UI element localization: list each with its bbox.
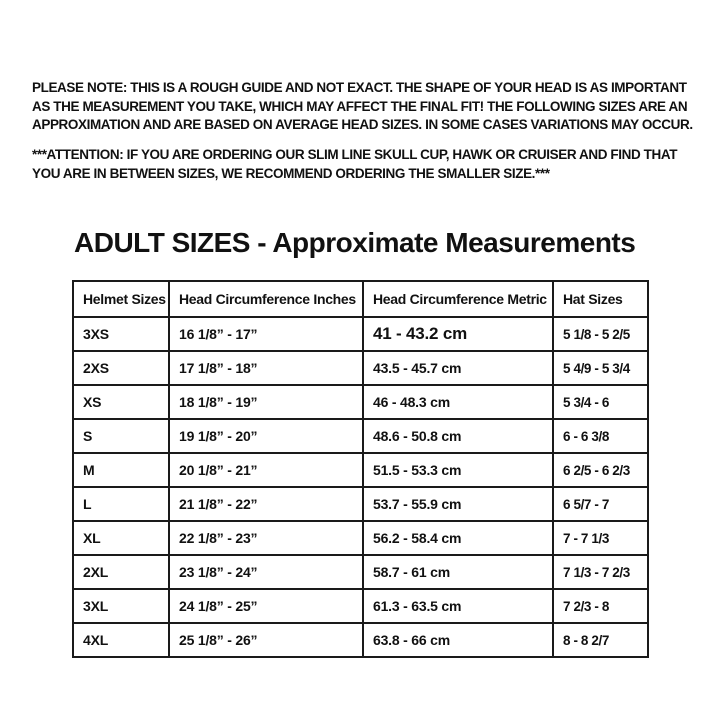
table-header: [73, 281, 648, 317]
hat-size-cell: 5 4/9 - 5 3/4: [553, 351, 648, 385]
inches-cell: 21 1/8” - 22”: [169, 487, 363, 521]
metric-cell: 63.8 - 66 cm: [363, 623, 553, 657]
metric-cell: 53.7 - 55.9 cm: [363, 487, 553, 521]
helmet-size-cell: XS: [73, 385, 169, 419]
hat-size-cell: 7 2/3 - 8: [553, 589, 648, 623]
col-header-circumference-metric: Head Circumference Metric: [363, 281, 553, 317]
helmet-size-cell: XL: [73, 521, 169, 555]
helmet-size-cell: 3XL: [73, 589, 169, 623]
table-row: [73, 623, 648, 657]
hat-size-cell: 5 1/8 - 5 2/5: [553, 317, 648, 351]
inches-cell: 18 1/8” - 19”: [169, 385, 363, 419]
note-line: APPROXIMATION AND ARE BASED ON AVERAGE HEAD SIZES. IN SOME CASES VARIATIONS MAY OCCUR.: [32, 117, 693, 132]
metric-cell: 41 - 43.2 cm: [363, 317, 553, 351]
hat-size-cell: 6 2/5 - 6 2/3: [553, 453, 648, 487]
inches-cell: 20 1/8” - 21”: [169, 453, 363, 487]
inches-cell: 16 1/8” - 17”: [169, 317, 363, 351]
metric-cell: 43.5 - 45.7 cm: [363, 351, 553, 385]
col-header-circumference-inches: Head Circumference Inches: [169, 281, 363, 317]
table-row: [73, 317, 648, 351]
please-note-paragraph: [32, 79, 693, 135]
hat-size-cell: 7 - 7 1/3: [553, 521, 648, 555]
table-row: [73, 589, 648, 623]
hat-size-cell: 8 - 8 2/7: [553, 623, 648, 657]
inches-cell: 25 1/8” - 26”: [169, 623, 363, 657]
table-row: [73, 419, 648, 453]
helmet-size-cell: M: [73, 453, 169, 487]
table-row: [73, 487, 648, 521]
helmet-size-cell: S: [73, 419, 169, 453]
col-header-hat-sizes: Hat Sizes: [553, 281, 648, 317]
hat-size-cell: 6 5/7 - 7: [553, 487, 648, 521]
table-row: [73, 555, 648, 589]
table-row: [73, 453, 648, 487]
helmet-size-cell: 2XS: [73, 351, 169, 385]
attention-paragraph: [32, 146, 677, 183]
metric-cell: 46 - 48.3 cm: [363, 385, 553, 419]
table-body: [73, 317, 648, 657]
helmet-size-cell: L: [73, 487, 169, 521]
metric-cell: 48.6 - 50.8 cm: [363, 419, 553, 453]
attention-line: YOU ARE IN BETWEEN SIZES, WE RECOMMEND ORDERING THE SMALLER SIZE.***: [32, 165, 550, 181]
hat-size-cell: 6 - 6 3/8: [553, 419, 648, 453]
note-line: PLEASE NOTE: THIS IS A ROUGH GUIDE AND NOT EXACT. THE SHAPE OF YOUR HEAD IS AS IMPORTANT: [32, 80, 687, 95]
col-header-helmet-sizes: Helmet Sizes: [73, 281, 169, 317]
inches-cell: 17 1/8” - 18”: [169, 351, 363, 385]
inches-cell: 24 1/8” - 25”: [169, 589, 363, 623]
inches-cell: 23 1/8” - 24”: [169, 555, 363, 589]
attention-line: ***ATTENTION: IF YOU ARE ORDERING OUR SLIM LINE SKULL CUP, HAWK OR CRUISER AND FIND THAT: [32, 147, 678, 162]
table-row: [73, 351, 648, 385]
metric-cell: 51.5 - 53.3 cm: [363, 453, 553, 487]
inches-cell: 22 1/8” - 23”: [169, 521, 363, 555]
metric-cell: 56.2 - 58.4 cm: [363, 521, 553, 555]
adult-sizes-table: [72, 280, 649, 658]
page-title: ADULT SIZES - Approximate Measurements: [74, 227, 636, 258]
table-header-row: [73, 281, 648, 317]
helmet-size-cell: 4XL: [73, 623, 169, 657]
helmet-size-cell: 3XS: [73, 317, 169, 351]
metric-cell: 58.7 - 61 cm: [363, 555, 553, 589]
hat-size-cell: 7 1/3 - 7 2/3: [553, 555, 648, 589]
inches-cell: 19 1/8” - 20”: [169, 419, 363, 453]
table-row: [73, 521, 648, 555]
helmet-size-cell: 2XL: [73, 555, 169, 589]
hat-size-cell: 5 3/4 - 6: [553, 385, 648, 419]
table-row: [73, 385, 648, 419]
metric-cell: 61.3 - 63.5 cm: [363, 589, 553, 623]
note-line: AS THE MEASUREMENT YOU TAKE, WHICH MAY AFFECT THE FINAL FIT! THE FOLLOWING SIZES ARE AN: [32, 98, 688, 114]
